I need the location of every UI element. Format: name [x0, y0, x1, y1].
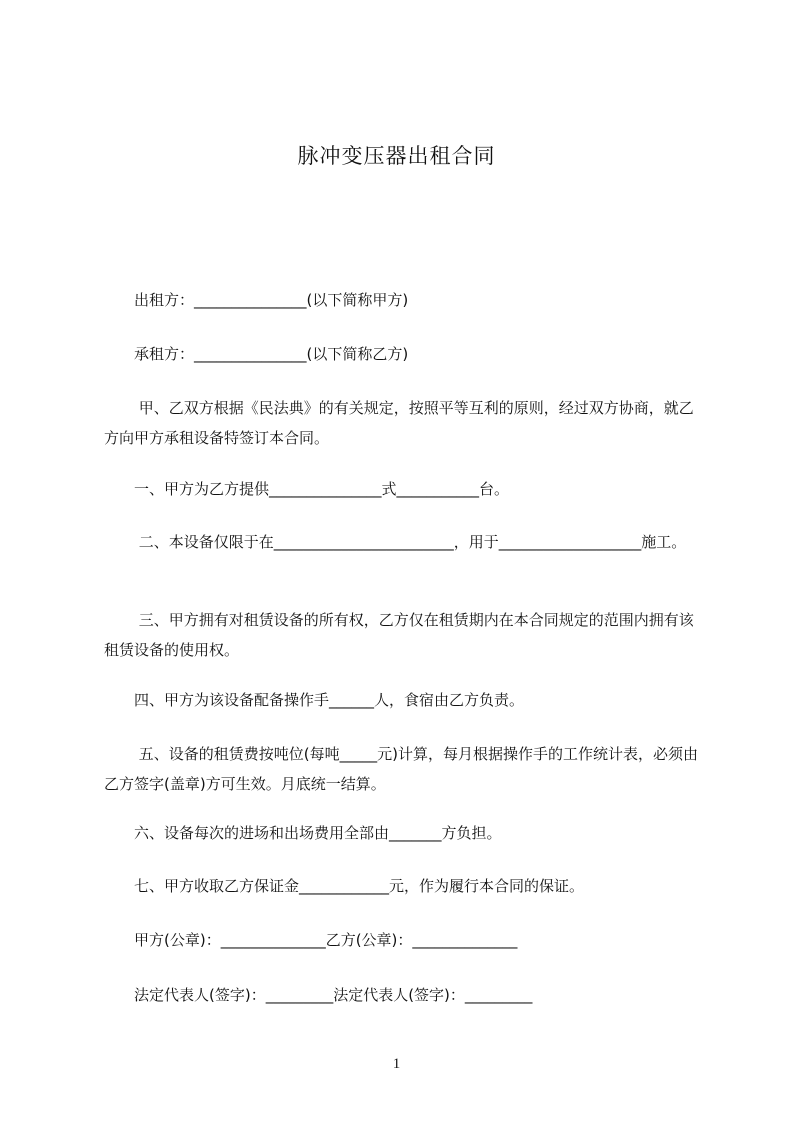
preamble-paragraph: 甲、乙双方根据《民法典》的有关规定，按照平等互利的原则，经过双方协商，就乙方向甲方承租设备特签订本合同。	[104, 399, 694, 447]
clause-4: 四、甲方为该设备配备操作手______人，食宿由乙方负责。	[104, 691, 525, 709]
lessor-line: 出租方：_______________(以下简称甲方)	[104, 291, 409, 309]
lessee-line: 承租方：_______________(以下简称乙方)	[104, 345, 409, 363]
clause-7: 七、甲方收取乙方保证金____________元，作为履行本合同的保证。	[104, 877, 585, 895]
seal-signature-line: 甲方(公章)：______________乙方(公章)：______________	[104, 931, 518, 949]
clause-2: 二、本设备仅限于在________________________，用于___________________施工。	[104, 533, 687, 551]
representative-signature-line: 法定代表人(签字)：_________法定代表人(签字)：_________	[104, 986, 533, 1004]
clause-5: 五、设备的租赁费按吨位(每吨_____元)计算，每月根据操作手的工作统计表，必须由乙方签字(盖章)方可生效。月底统一结算。	[104, 745, 698, 793]
page-number: 1	[392, 1056, 401, 1072]
clause-1: 一、甲方为乙方提供_______________式___________台。	[104, 480, 510, 498]
clause-6: 六、设备每次的进场和出场费用全部由_______方负担。	[104, 824, 502, 842]
contract-title: 脉冲变压器出租合同	[297, 144, 496, 168]
clause-3: 三、甲方拥有对租赁设备的所有权，乙方仅在租赁期内在本合同规定的范围内拥有该租赁设备的使用权。	[104, 611, 694, 659]
